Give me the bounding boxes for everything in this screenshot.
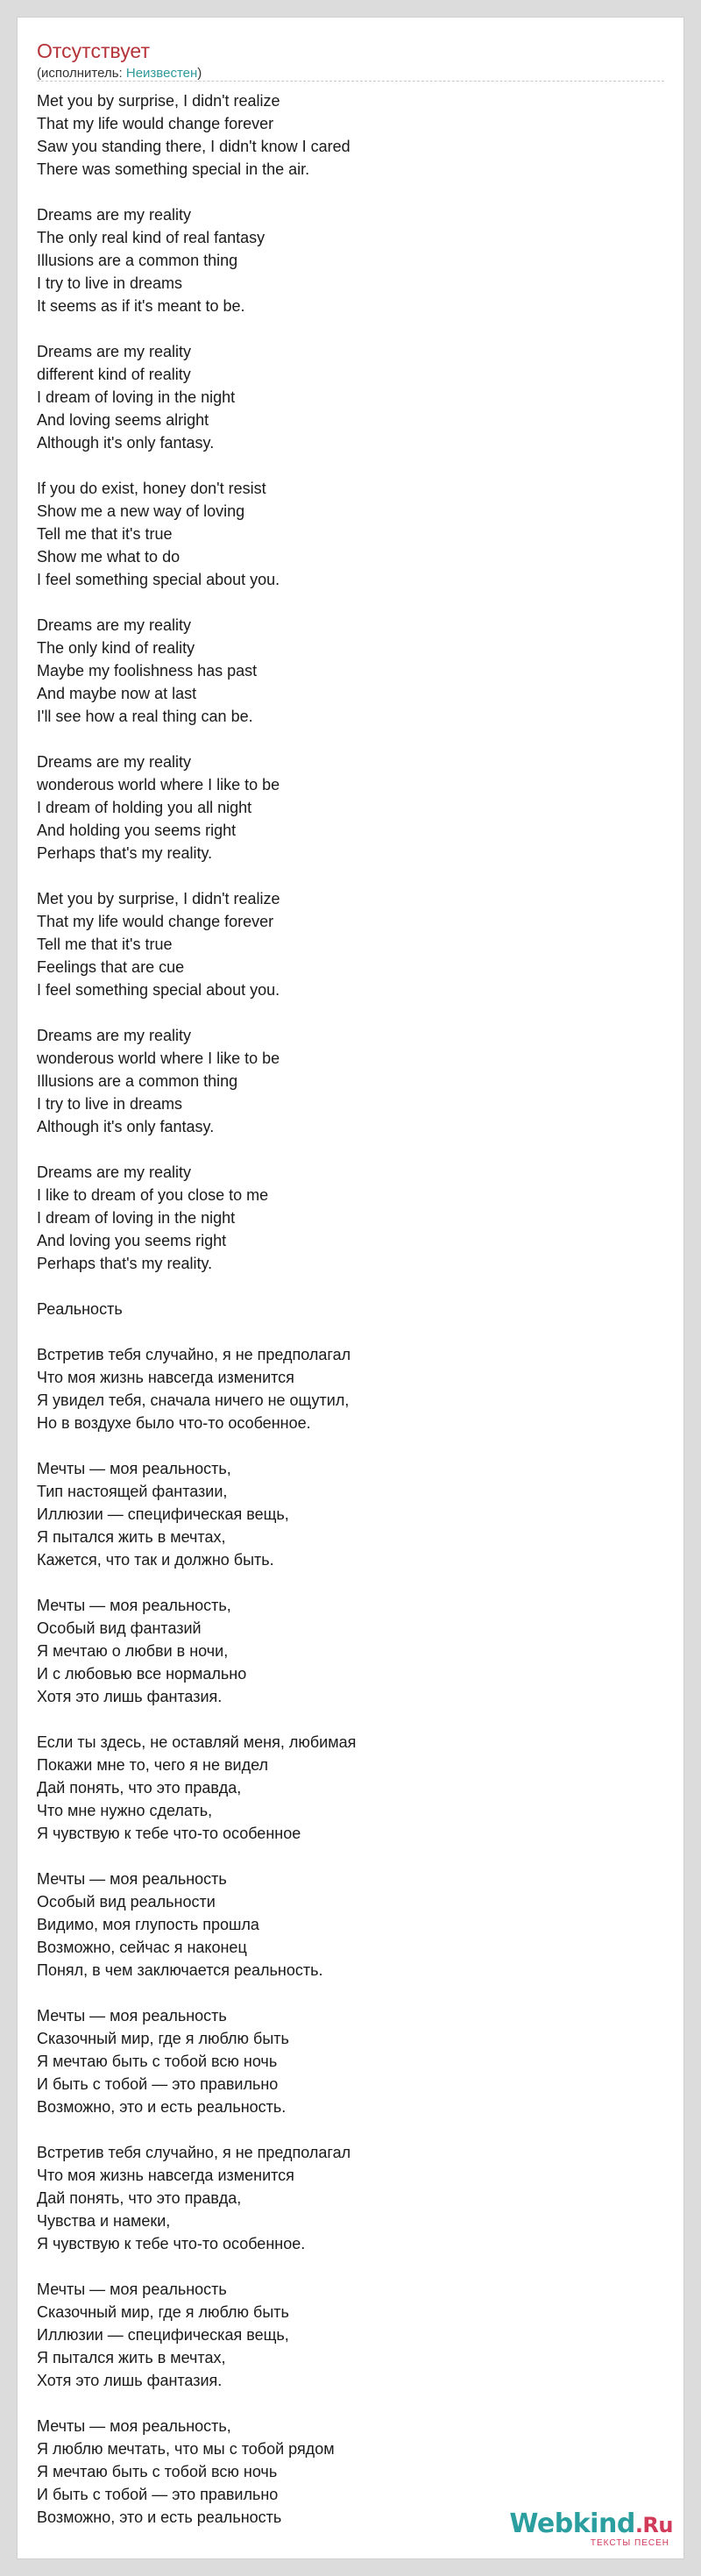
lyric-line: It seems as if it's meant to be. <box>37 297 245 315</box>
lyric-line: Сказочный мир, где я люблю быть <box>37 2030 289 2047</box>
lyric-line: Видимо, моя глупость прошла <box>37 1916 259 1933</box>
lyric-line: And holding you seems right <box>37 822 237 839</box>
lyric-line: Особый вид реальности <box>37 1893 216 1911</box>
lyric-line: I like to dream of you close to me <box>37 1186 269 1204</box>
lyric-line: Дай понять, что это правда, <box>37 2189 242 2207</box>
lyric-line: Возможно, это и есть реальность <box>37 2508 282 2526</box>
lyric-line: I'll see how a real thing can be. <box>37 708 253 725</box>
lyric-line: Dreams are my reality <box>37 343 192 360</box>
lyric-line: Я пытался жить в мечтах, <box>37 1528 226 1546</box>
lyric-line: Although it's only fantasy. <box>37 1118 215 1135</box>
lyrics-text <box>37 89 664 2529</box>
lyric-line: I dream of loving in the night <box>37 1209 236 1227</box>
stanza-break <box>37 728 664 751</box>
lyric-line: Maybe my foolishness has past <box>37 662 258 680</box>
stanza-break <box>37 454 664 477</box>
lyric-line: Мечты — моя реальность, <box>37 2417 231 2435</box>
webkind-logo[interactable] <box>498 2508 673 2548</box>
stanza-break <box>37 2392 664 2415</box>
lyric-line: And maybe now at last <box>37 685 197 702</box>
lyric-line: Хотя это лишь фантазия. <box>37 1688 223 1705</box>
lyric-line: Хотя это лишь фантазия. <box>37 2372 223 2389</box>
lyric-line: Мечты — моя реальность, <box>37 1597 231 1614</box>
lyric-line: Show me a new way of loving <box>37 502 245 520</box>
logo-main-text: Webkind <box>509 2508 635 2539</box>
lyric-line: Although it's only fantasy. <box>37 434 215 452</box>
lyric-line: Дай понять, что это правда, <box>37 1779 242 1797</box>
lyric-line: Dreams are my reality <box>37 1027 192 1044</box>
lyric-line: Реальность <box>37 1300 123 1318</box>
stanza-break <box>37 591 664 614</box>
lyric-line: That my life would change forever <box>37 115 274 132</box>
stanza-break <box>37 1708 664 1731</box>
lyric-line: Dreams are my reality <box>37 1163 192 1181</box>
stanza-break <box>37 2118 664 2141</box>
lyric-line: Я люблю мечтать, что мы с тобой рядом <box>37 2440 335 2458</box>
lyric-line: The only kind of reality <box>37 639 195 657</box>
lyric-line: Я мечтаю быть с тобой всю ночь <box>37 2053 278 2070</box>
lyric-line: Кажется, что так и должно быть. <box>37 1551 274 1569</box>
lyric-line: I try to live in dreams <box>37 1095 183 1113</box>
lyric-line: If you do exist, honey don't resist <box>37 480 266 497</box>
lyric-line: Tell me that it's true <box>37 936 173 953</box>
lyric-line: I dream of loving in the night <box>37 388 236 406</box>
lyric-line: Возможно, это и есть реальность. <box>37 2098 287 2116</box>
lyric-line: Если ты здесь, не оставляй меня, любимая <box>37 1733 357 1751</box>
logo-tagline: ТЕКСТЫ ПЕСЕН <box>590 2538 669 2548</box>
lyric-line: That my life would change forever <box>37 913 274 930</box>
lyrics-card <box>17 17 684 2559</box>
lyric-line: Встретив тебя случайно, я не предполагал <box>37 2144 351 2161</box>
lyric-line: Я увидел тебя, сначала ничего не ощутил, <box>37 1391 350 1409</box>
lyric-line: Я мечтаю быть с тобой всю ночь <box>37 2463 278 2480</box>
lyric-line: Illusions are a common thing <box>37 252 238 269</box>
lyric-line: different kind of reality <box>37 366 191 383</box>
lyric-line: Saw you standing there, I didn't know I cared <box>37 138 350 155</box>
lyric-line: Я пытался жить в мечтах, <box>37 2349 226 2366</box>
lyric-line: I dream of holding you all night <box>37 799 252 816</box>
lyric-line: Мечты — моя реальность <box>37 1870 227 1888</box>
lyric-line: Feelings that are cue <box>37 958 185 976</box>
lyric-line: И с любовью все нормально <box>37 1665 247 1683</box>
lyric-line: Мечты — моя реальность <box>37 2281 227 2298</box>
lyric-line: Что мне нужно сделать, <box>37 1802 213 1819</box>
stanza-break <box>37 1571 664 1594</box>
stanza-break <box>37 1138 664 1161</box>
song-title: Отсутствует <box>37 39 150 62</box>
lyric-line: I try to live in dreams <box>37 274 183 292</box>
artist-prefix: (исполнитель: <box>37 66 126 81</box>
lyric-line: Dreams are my reality <box>37 753 192 771</box>
lyric-line: Show me what to do <box>37 548 181 566</box>
header-divider <box>37 81 664 82</box>
lyric-line: Мечты — моя реальность, <box>37 1460 231 1477</box>
lyric-line: Что моя жизнь навсегда изменится <box>37 1369 294 1386</box>
lyric-line: Покажи мне то, чего я не видел <box>37 1756 269 1774</box>
lyric-line: Dreams are my reality <box>37 616 192 634</box>
lyric-line: Что моя жизнь навсегда изменится <box>37 2167 294 2184</box>
lyric-line: Я чувствую к тебе что-то особенное. <box>37 2235 306 2252</box>
lyric-line: Met you by surprise, I didn't realize <box>37 92 280 110</box>
logo-wordmark <box>498 2508 673 2539</box>
lyric-line: И быть с тобой — это правильно <box>37 2075 279 2093</box>
lyric-line: Тип настоящей фантазии, <box>37 1483 228 1500</box>
lyric-line: Иллюзии — специфическая вещь, <box>37 2326 289 2344</box>
stanza-break <box>37 1320 664 1343</box>
lyric-line: Иллюзии — специфическая вещь, <box>37 1505 289 1523</box>
lyric-line: Мечты — моя реальность <box>37 2007 227 2025</box>
stanza-break <box>37 1845 664 1868</box>
logo-tld: .Ru <box>634 2513 673 2537</box>
lyric-line: And loving you seems right <box>37 1232 227 1249</box>
lyric-line: Я мечтаю о любви в ночи, <box>37 1642 229 1660</box>
lyric-line: The only real kind of real fantasy <box>37 229 266 246</box>
lyric-line: И быть с тобой — это правильно <box>37 2486 279 2503</box>
artist-link[interactable]: Неизвестен <box>125 66 198 81</box>
lyric-line: Met you by surprise, I didn't realize <box>37 890 280 907</box>
artist-suffix: ) <box>197 66 202 81</box>
lyric-line: Perhaps that's my reality. <box>37 844 213 862</box>
lyric-line: wonderous world where I like to be <box>37 1050 280 1067</box>
stanza-break <box>37 865 664 887</box>
lyric-line: Dreams are my reality <box>37 206 192 224</box>
lyric-line: Встретив тебя случайно, я не предполагал <box>37 1346 351 1363</box>
lyric-line: I feel something special about you. <box>37 981 280 999</box>
lyric-line: I feel something special about you. <box>37 571 280 588</box>
lyric-line: Понял, в чем заключается реальность. <box>37 1961 323 1979</box>
artist-line <box>37 66 664 82</box>
stanza-break <box>37 2255 664 2278</box>
lyric-line: There was something special in the air. <box>37 160 310 178</box>
lyric-line: Особый вид фантазий <box>37 1619 202 1637</box>
stanza-break <box>37 1434 664 1457</box>
lyric-line: Tell me that it's true <box>37 525 173 543</box>
lyric-line: And loving seems alright <box>37 411 209 429</box>
lyric-line: Но в воздухе было что-то особенное. <box>37 1414 311 1432</box>
lyric-line: Чувства и намеки, <box>37 2212 171 2230</box>
lyric-line: Возможно, сейчас я наконец <box>37 1939 247 1956</box>
stanza-break <box>37 181 664 203</box>
song-header <box>37 39 664 82</box>
lyric-line: Perhaps that's my reality. <box>37 1255 213 1272</box>
stanza-break <box>37 1982 664 2004</box>
stanza-break <box>37 1001 664 1024</box>
lyric-line: Illusions are a common thing <box>37 1072 238 1090</box>
stanza-break <box>37 1275 664 1298</box>
lyric-line: Сказочный мир, где я люблю быть <box>37 2303 289 2321</box>
lyric-line: Я чувствую к тебе что-то особенное <box>37 1825 301 1842</box>
lyric-line: wonderous world where I like to be <box>37 776 280 793</box>
stanza-break <box>37 317 664 340</box>
